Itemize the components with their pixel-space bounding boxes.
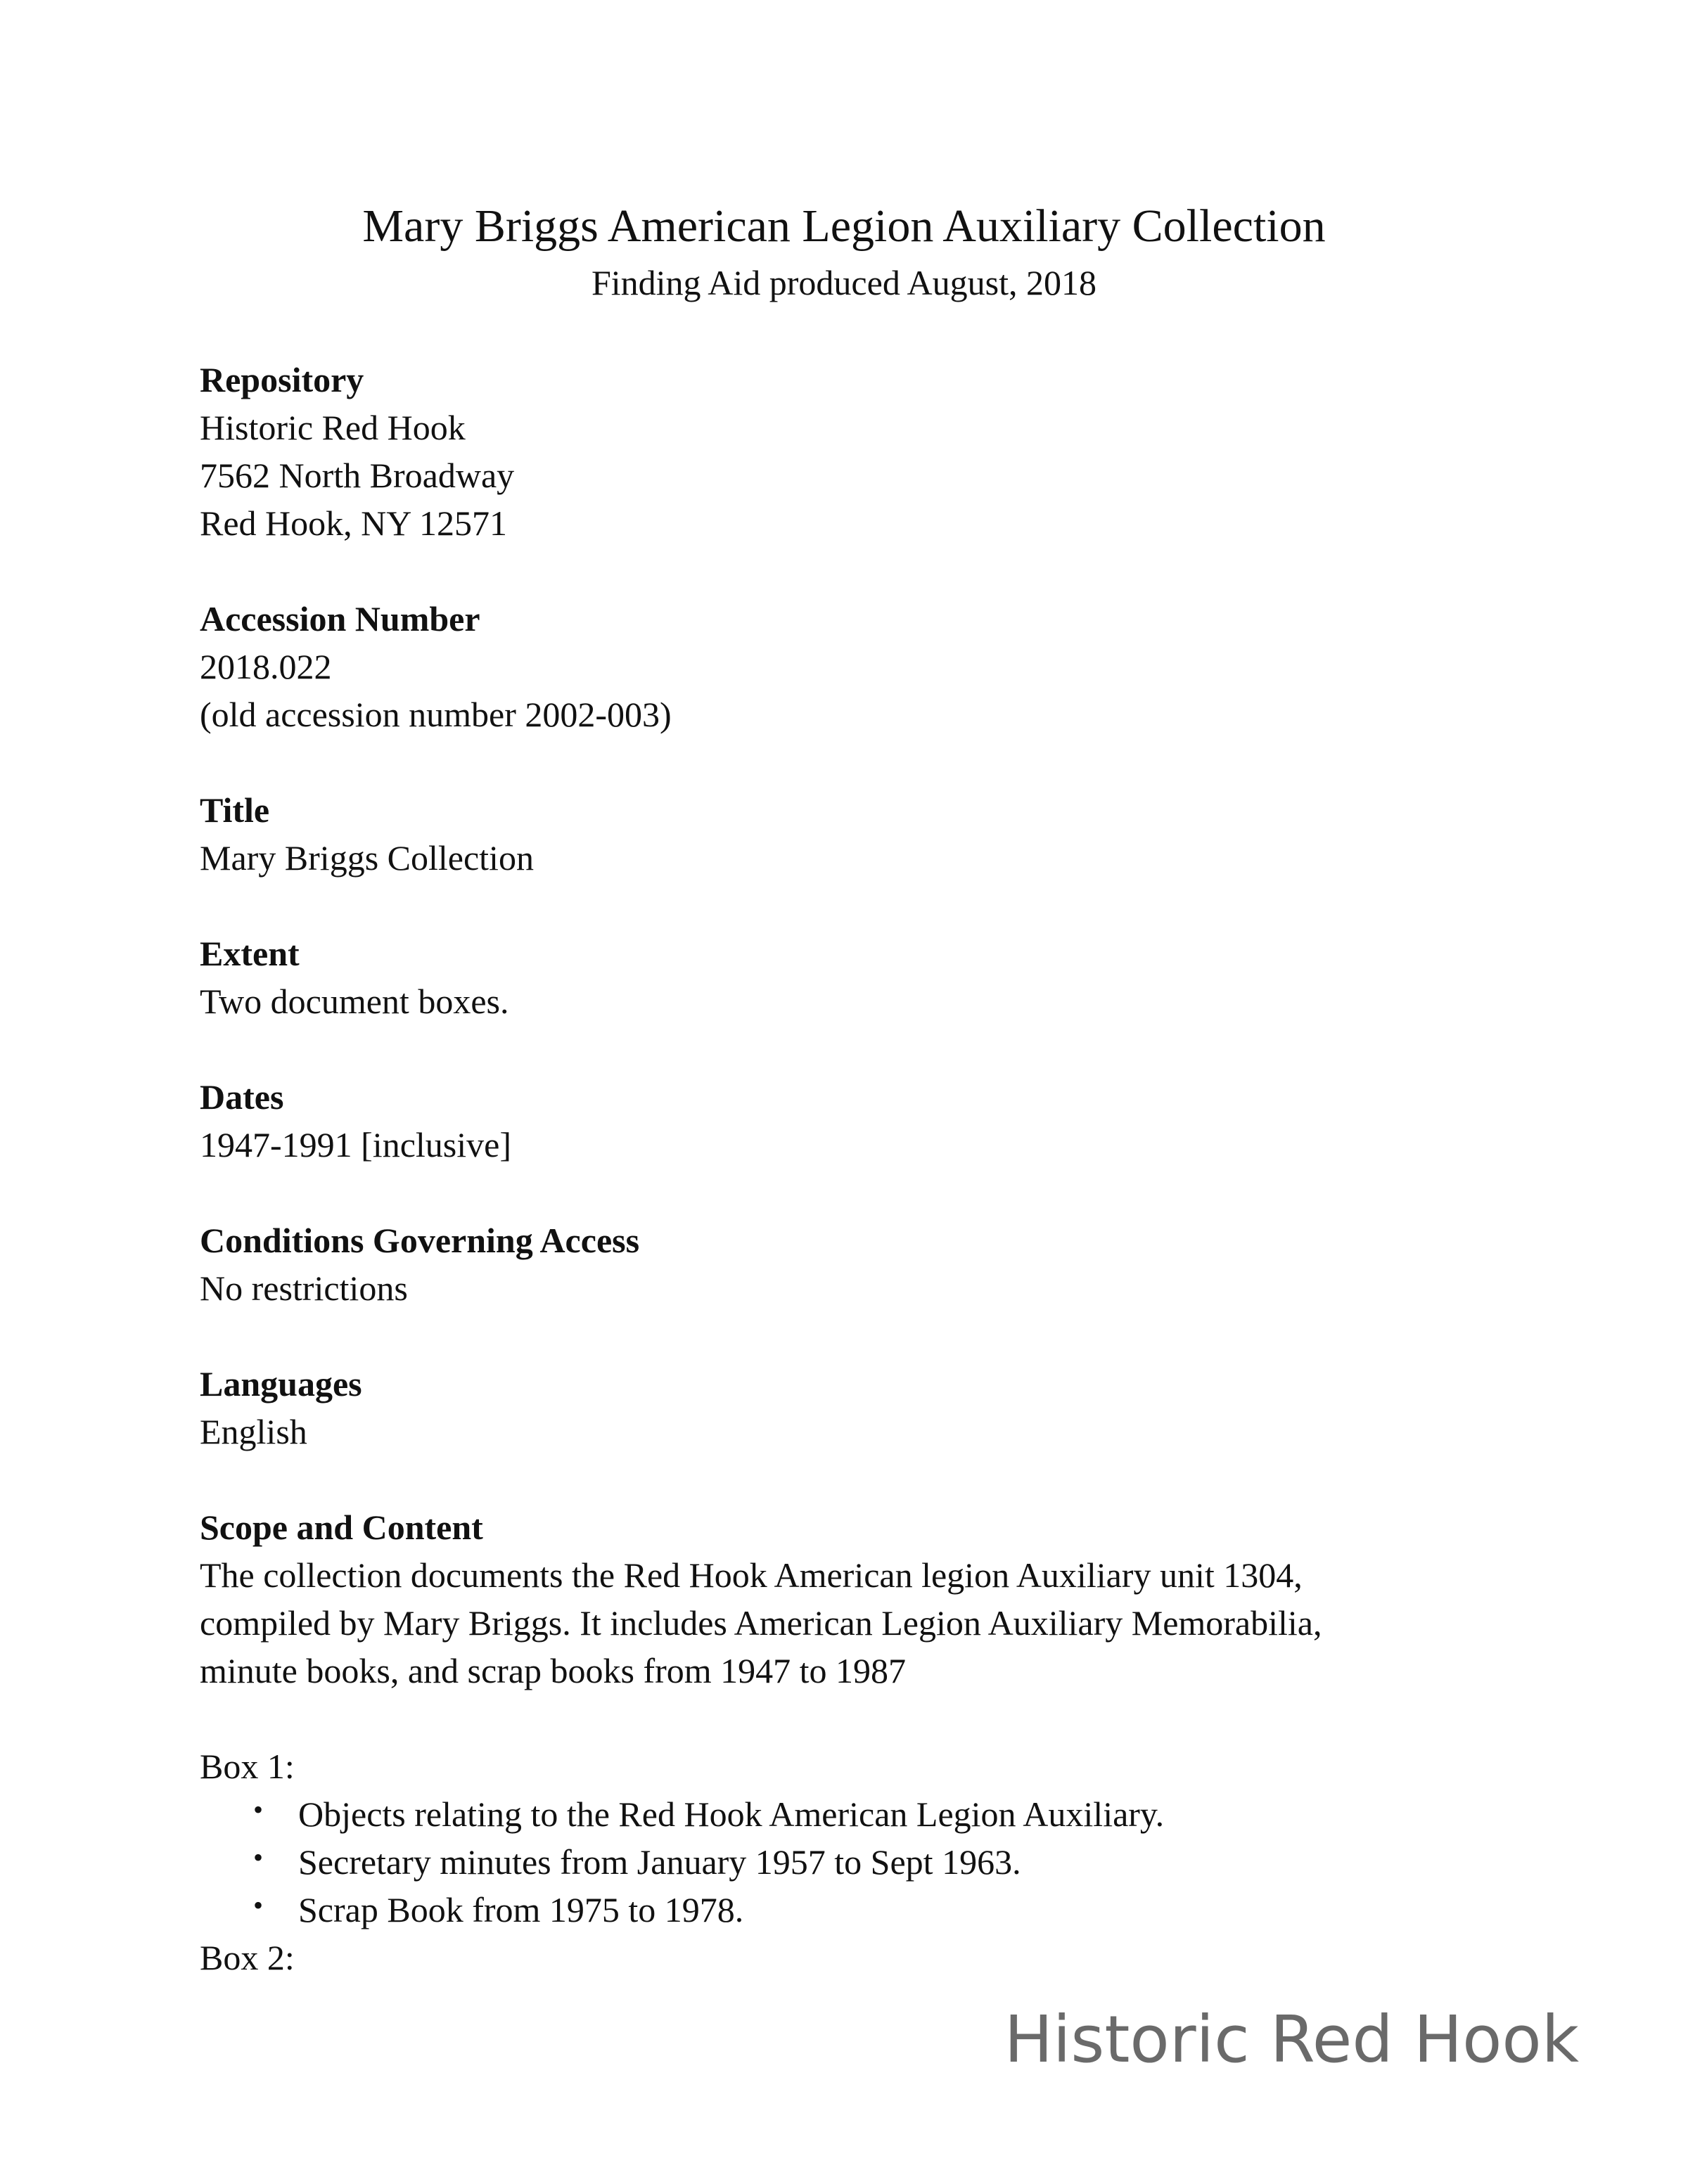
- access-value: No restrictions: [200, 1268, 408, 1308]
- old-accession-number: (old accession number 2002-003): [200, 695, 672, 734]
- list-item-text: Scrap Book from 1975 to 1978.: [298, 1890, 744, 1929]
- watermark-logo: Historic Red Hook: [1004, 2002, 1579, 2077]
- accession-section: [200, 595, 1536, 738]
- bullet-icon: •: [253, 1794, 264, 1825]
- languages-value: English: [200, 1412, 307, 1451]
- scope-line: The collection documents the Red Hook American legion Auxiliary unit 1304,: [200, 1555, 1303, 1595]
- list-item-text: Secretary minutes from January 1957 to Sept 1963.: [298, 1842, 1021, 1882]
- section-heading: Title: [200, 790, 270, 830]
- languages-section: [200, 1360, 1536, 1456]
- box-1-items: [200, 1790, 1536, 1934]
- section-heading: Accession Number: [200, 599, 480, 638]
- accession-number: 2018.022: [200, 647, 332, 686]
- box-label: Box 1:: [200, 1747, 295, 1786]
- extent-section: [200, 930, 1536, 1025]
- access-section: [200, 1216, 1536, 1312]
- collection-title: Mary Briggs Collection: [200, 838, 534, 878]
- section-heading: Repository: [200, 360, 364, 399]
- scope-line: minute books, and scrap books from 1947 to 1987: [200, 1651, 907, 1690]
- section-heading: Languages: [200, 1364, 362, 1403]
- section-heading: Conditions Governing Access: [200, 1221, 640, 1260]
- list-item: [253, 1838, 1536, 1886]
- extent-value: Two document boxes.: [200, 982, 509, 1021]
- dates-section: [200, 1073, 1536, 1169]
- section-heading: Extent: [200, 934, 300, 973]
- repository-section: [200, 356, 1536, 547]
- box-label: Box 2:: [200, 1938, 295, 1977]
- repository-street: 7562 North Broadway: [200, 456, 515, 495]
- scope-section: [200, 1503, 1536, 1695]
- list-item-text: Objects relating to the Red Hook American Legion Auxiliary.: [298, 1794, 1165, 1834]
- repository-city: Red Hook, NY 12571: [200, 503, 508, 543]
- list-item: [253, 1886, 1536, 1934]
- section-heading: Scope and Content: [200, 1508, 483, 1547]
- document-title: Mary Briggs American Legion Auxiliary Collection: [362, 200, 1326, 252]
- section-heading: Dates: [200, 1077, 284, 1117]
- bullet-icon: •: [253, 1842, 264, 1873]
- repository-name: Historic Red Hook: [200, 408, 466, 447]
- box-2: [200, 1934, 1536, 1981]
- bullet-icon: •: [253, 1889, 264, 1921]
- document-subtitle: Finding Aid produced August, 2018: [591, 263, 1097, 302]
- list-item: [253, 1790, 1536, 1838]
- box-1: [200, 1742, 1536, 1934]
- document-body: [200, 356, 1536, 1981]
- title-section: [200, 786, 1536, 882]
- dates-value: 1947-1991 [inclusive]: [200, 1125, 511, 1164]
- scope-line: compiled by Mary Briggs. It includes American Legion Auxiliary Memorabilia,: [200, 1603, 1322, 1643]
